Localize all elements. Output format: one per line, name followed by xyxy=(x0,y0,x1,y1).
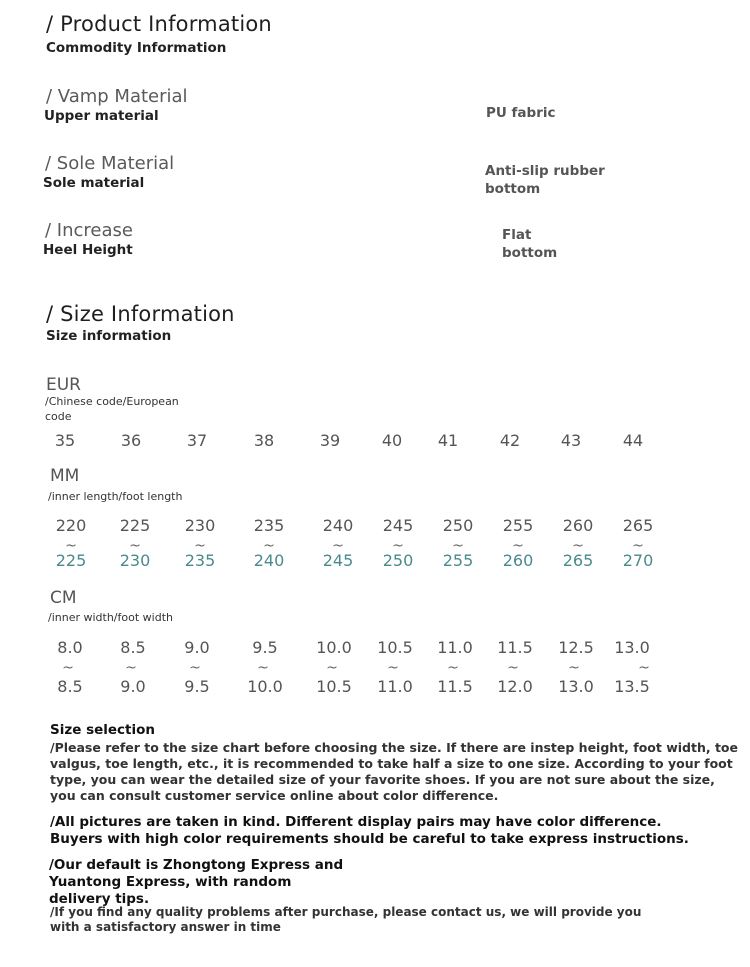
mm-size-to: 270 xyxy=(622,551,654,570)
sole-material-label: Sole material xyxy=(43,175,145,191)
tilde-separator: ~ xyxy=(392,538,404,554)
color-difference-note: /All pictures are taken in kind. Different display pairs may have color difference. Buyers with high color requirements should be careful to take express instructions. xyxy=(50,814,689,847)
tilde-separator: ~ xyxy=(638,660,650,676)
cm-size-from: 8.0 xyxy=(57,638,83,657)
quality-note: /If you find any quality problems after purchase, please contact us, we will provide you with a satisfactory answer in time xyxy=(50,905,642,934)
cm-size-from: 10.5 xyxy=(377,638,413,657)
mm-size-to: 250 xyxy=(382,551,414,570)
mm-size-to: 265 xyxy=(562,551,594,570)
cm-size-from: 9.5 xyxy=(252,638,278,657)
eur-unit: EUR xyxy=(46,375,81,395)
size-info-subtitle: Size information xyxy=(46,328,172,344)
eur-size-value: 43 xyxy=(560,431,582,450)
tilde-separator: ~ xyxy=(447,660,459,676)
tilde-separator: ~ xyxy=(632,538,644,554)
heel-height-value-line2: bottom xyxy=(502,245,558,261)
size-selection-title: Size selection xyxy=(50,722,156,738)
tilde-separator: ~ xyxy=(512,538,524,554)
cm-size-to: 10.0 xyxy=(247,677,283,696)
cm-size-from: 12.5 xyxy=(558,638,594,657)
mm-size-to: 260 xyxy=(502,551,534,570)
cm-size-from: 10.0 xyxy=(316,638,352,657)
mm-size-from: 255 xyxy=(502,516,534,535)
cm-size-to: 9.5 xyxy=(184,677,210,696)
eur-size-value: 42 xyxy=(499,431,521,450)
sole-material-value-line1: Anti-slip rubber xyxy=(485,163,605,179)
tilde-separator: ~ xyxy=(257,660,269,676)
mm-size-to: 245 xyxy=(322,551,354,570)
vamp-material-value: PU fabric xyxy=(486,105,556,121)
cm-desc: /inner width/foot width xyxy=(48,611,173,624)
eur-size-value: 37 xyxy=(186,431,208,450)
mm-size-from: 245 xyxy=(382,516,414,535)
sole-material-value-line2: bottom xyxy=(485,181,541,197)
cm-size-to: 13.5 xyxy=(614,677,650,696)
mm-size-from: 230 xyxy=(184,516,216,535)
express-note: /Our default is Zhongtong Express and Yuantong Express, with random delivery tips. xyxy=(49,857,344,907)
eur-size-value: 35 xyxy=(54,431,76,450)
mm-unit: MM xyxy=(50,466,80,486)
cm-size-from: 11.5 xyxy=(497,638,533,657)
cm-size-to: 12.0 xyxy=(497,677,533,696)
cm-size-to: 9.0 xyxy=(120,677,146,696)
heel-height-value-line1: Flat xyxy=(502,227,532,243)
mm-size-to: 240 xyxy=(253,551,285,570)
mm-size-to: 235 xyxy=(184,551,216,570)
tilde-separator: ~ xyxy=(572,538,584,554)
tilde-separator: ~ xyxy=(568,660,580,676)
mm-size-from: 250 xyxy=(442,516,474,535)
mm-size-from: 265 xyxy=(622,516,654,535)
product-info-title: / Product Information xyxy=(46,12,272,36)
cm-unit: CM xyxy=(50,588,77,608)
heel-height-label: Heel Height xyxy=(43,242,133,258)
cm-size-from: 13.0 xyxy=(614,638,650,657)
vamp-material-label: Upper material xyxy=(44,108,159,124)
cm-size-to: 11.5 xyxy=(437,677,473,696)
vamp-material-heading: / Vamp Material xyxy=(46,86,188,107)
size-selection-note: /Please refer to the size chart before choosing the size. If there are instep height, foot width, toe valgus, toe length, etc., it is recommended to take half a size to one size. According to your foot type, you can wear the detailed size of your favorite shoes. If you are not sure about the size, you can consult customer service online about color difference. xyxy=(50,740,739,803)
tilde-separator: ~ xyxy=(326,660,338,676)
mm-size-from: 225 xyxy=(119,516,151,535)
eur-desc-line2: code xyxy=(45,410,72,423)
mm-size-from: 240 xyxy=(322,516,354,535)
mm-desc: /inner length/foot length xyxy=(48,490,183,503)
tilde-separator: ~ xyxy=(263,538,275,554)
mm-size-from: 260 xyxy=(562,516,594,535)
eur-size-value: 38 xyxy=(253,431,275,450)
tilde-separator: ~ xyxy=(62,660,74,676)
sole-material-heading: / Sole Material xyxy=(45,153,175,174)
product-info-subtitle: Commodity Information xyxy=(46,40,227,56)
mm-size-to: 225 xyxy=(55,551,87,570)
eur-size-value: 41 xyxy=(437,431,459,450)
mm-size-to: 230 xyxy=(119,551,151,570)
cm-size-from: 9.0 xyxy=(184,638,210,657)
cm-size-from: 8.5 xyxy=(120,638,146,657)
tilde-separator: ~ xyxy=(125,660,137,676)
cm-size-to: 10.5 xyxy=(316,677,352,696)
tilde-separator: ~ xyxy=(452,538,464,554)
size-info-title: / Size Information xyxy=(46,302,235,326)
tilde-separator: ~ xyxy=(387,660,399,676)
tilde-separator: ~ xyxy=(65,538,77,554)
eur-size-value: 36 xyxy=(120,431,142,450)
eur-size-value: 39 xyxy=(319,431,341,450)
tilde-separator: ~ xyxy=(507,660,519,676)
cm-size-to: 8.5 xyxy=(57,677,83,696)
mm-size-from: 220 xyxy=(55,516,87,535)
tilde-separator: ~ xyxy=(194,538,206,554)
mm-size-from: 235 xyxy=(253,516,285,535)
cm-size-to: 11.0 xyxy=(377,677,413,696)
eur-size-value: 40 xyxy=(381,431,403,450)
tilde-separator: ~ xyxy=(129,538,141,554)
eur-desc-line1: /Chinese code/European xyxy=(45,395,179,408)
mm-size-to: 255 xyxy=(442,551,474,570)
cm-size-to: 13.0 xyxy=(558,677,594,696)
cm-size-from: 11.0 xyxy=(437,638,473,657)
tilde-separator: ~ xyxy=(332,538,344,554)
heel-height-heading: / Increase xyxy=(45,220,133,241)
eur-size-value: 44 xyxy=(622,431,644,450)
tilde-separator: ~ xyxy=(189,660,201,676)
